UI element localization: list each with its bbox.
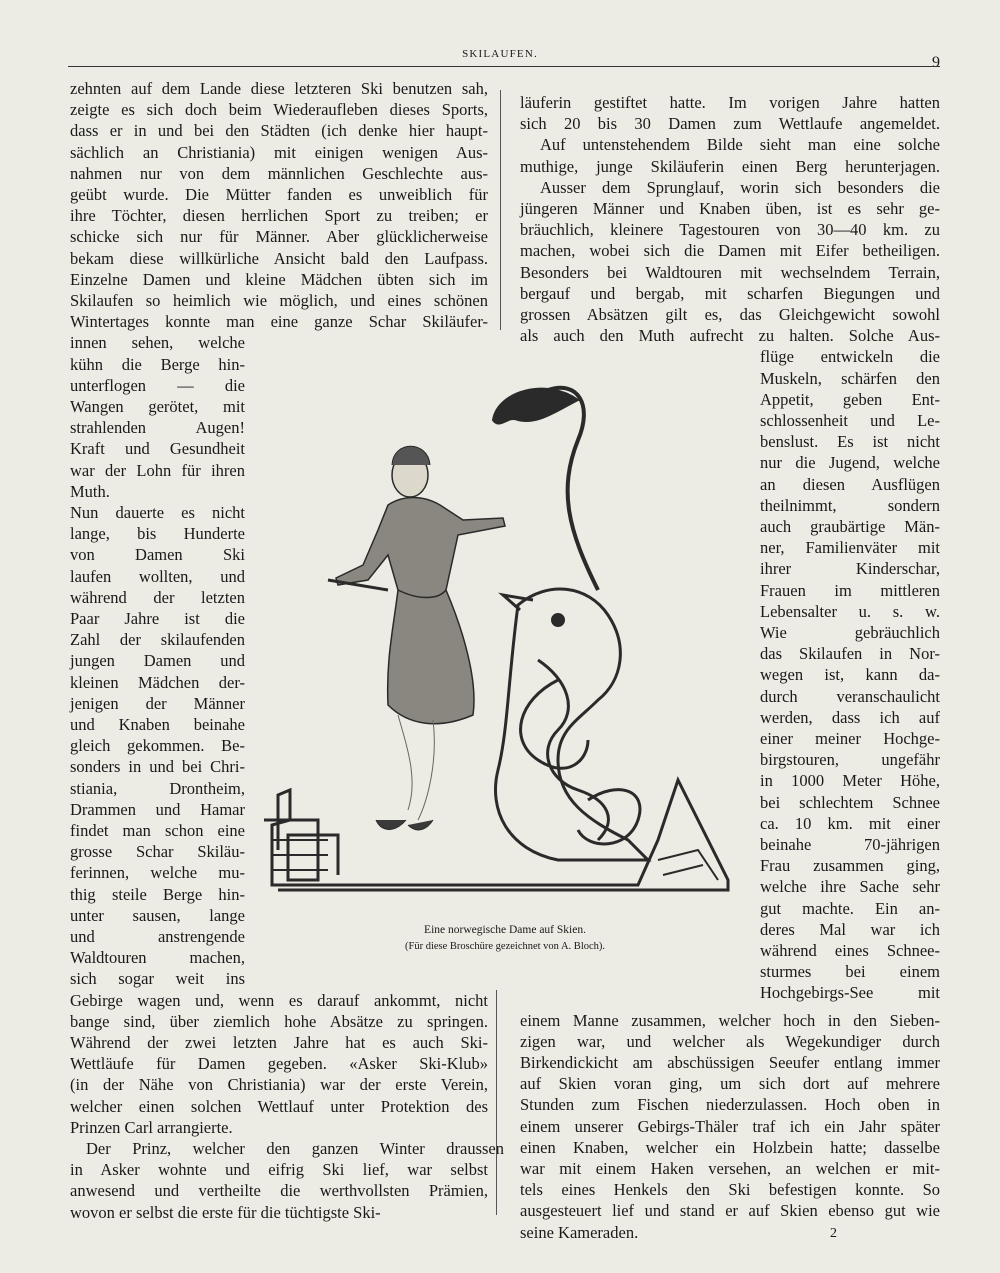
text-line: werden, dass ich auf: [760, 707, 940, 727]
text-line: in 1000 Meter Höhe,: [760, 771, 940, 791]
text-line: tels eines Henkels den Ski befestigen konnte. So: [520, 1180, 940, 1200]
text-line: Paar Jahre ist die: [70, 609, 245, 628]
text-line: während eines Schnee-: [760, 941, 940, 960]
skier-figure: [328, 446, 505, 830]
text-line: war der Lohn für ihren: [70, 460, 245, 480]
text-line: einem unserer Gebirgs-Thäler traf ich ein Jahr später: [520, 1116, 940, 1136]
text-line: Frau zusammen ging,: [760, 856, 940, 876]
text-line: jungen Damen und: [70, 651, 245, 671]
text-line: ner, Familienväter mit: [760, 538, 940, 558]
header-rule: [68, 66, 940, 67]
text-line: Nun dauerte es nicht: [70, 503, 245, 522]
text-line: seine Kameraden.: [520, 1222, 639, 1242]
text-line: kleinen Mädchen der-: [70, 672, 245, 692]
text-line: Zahl der skilaufenden: [70, 630, 245, 650]
text-line: Muth.: [70, 481, 110, 501]
text-line: unterflogen — die: [70, 375, 245, 395]
text-line: Wintertages konnte man eine ganze Schar Skiläufer-: [70, 312, 488, 332]
text-line: nahmen nur von dem männlichen Geschlechte aus-: [70, 163, 488, 183]
figure-caption: Eine norwegische Dame auf Skien.: [424, 924, 586, 936]
text-line: als auch den Muth aufrecht zu halten. Solche Aus-: [520, 326, 940, 346]
text-line: schicke sich nur für Männer. Aber glücklicherweise: [70, 227, 488, 247]
text-line: laufen wollten, und: [70, 566, 245, 586]
text-line: war mit einem Haken versehen, an welchen er mit-: [520, 1159, 940, 1178]
text-line: dass er in und bei den Städten (ich denke hier haupt-: [70, 121, 488, 141]
text-line: läuferin gestiftet hatte. Im vorigen Jahre hatten: [520, 93, 940, 112]
text-line: innen sehen, welche: [70, 333, 245, 353]
text-line: einer meiner Hochge-: [760, 729, 940, 748]
text-line: Während der zwei letzten Jahre hat es auch Ski-: [70, 1033, 488, 1052]
text-line: Frauen im mittleren: [760, 580, 940, 600]
ornament-dragon: [496, 589, 649, 860]
text-line: zigen war, und welcher als Wegekundiger durch: [520, 1031, 940, 1051]
ornament-frame: [272, 780, 728, 890]
text-line: strahlenden Augen!: [70, 418, 245, 438]
text-line: findet man schon eine: [70, 821, 245, 840]
text-line: Prinzen Carl arrangierte.: [70, 1117, 233, 1137]
skier-illustration: [258, 380, 738, 925]
text-line: einen Knaben, welcher ein Holzbein hatte; dasselbe: [520, 1137, 940, 1157]
text-line: Waldtouren machen,: [70, 948, 245, 968]
text-line: machen, wobei sich die Damen mit Eifer betheiligen.: [520, 241, 940, 261]
text-line: (in der Nähe von Christiania) war der erste Verein,: [70, 1075, 488, 1095]
text-line: Lebensalter u. s. w.: [760, 601, 940, 621]
text-line: Wangen gerötet, mit: [70, 397, 245, 416]
text-line: ca. 10 km. mit einer: [760, 813, 940, 833]
text-line: Ausser dem Sprunglauf, worin sich besonders die: [540, 177, 940, 197]
text-line: zeigte es sich doch beim Wiederaufleben dieses Sports,: [70, 100, 488, 120]
text-line: Der Prinz, welcher den ganzen Winter draussen: [86, 1139, 504, 1158]
text-line: zehnten auf dem Lande diese letzteren Ski benutzen sah,: [70, 79, 488, 98]
text-line: sächlich an Christiania) mit einigen wenigen Aus-: [70, 142, 488, 162]
page-header: [60, 44, 940, 74]
text-line: wegen ist, kann da-: [760, 665, 940, 685]
text-line: und anstrengende: [70, 927, 245, 946]
text-line: sich 20 bis 30 Damen zum Wettlaufe angemeldet.: [520, 114, 940, 134]
text-line: bekam diese willkürliche Ansicht bald den Laufpass.: [70, 248, 488, 268]
text-line: ihrer Kinderschar,: [760, 559, 940, 579]
text-line: muthige, junge Skiläuferin einen Berg herunterjagen.: [520, 156, 940, 176]
text-line: Appetit, geben Ent-: [760, 389, 940, 409]
text-line: ihre Töchter, diesen herrlichen Sport zu treiben; er: [70, 206, 488, 226]
text-line: auch graubärtige Män-: [760, 517, 940, 536]
text-line: bei schlechtem Schnee: [760, 792, 940, 812]
text-line: durch veranschaulicht: [760, 686, 940, 706]
text-line: Wie gebräuchlich: [760, 623, 940, 642]
text-line: nur die Jugend, welche: [760, 453, 940, 473]
column-divider-bottom: [496, 990, 497, 1215]
text-line: während der letzten: [70, 587, 245, 607]
text-line: und Knaben beinahe: [70, 715, 245, 734]
text-line: bange sind, über ziemlich hohe Absätze zu springen.: [70, 1011, 488, 1031]
text-line: welcher einen solchen Wettlauf unter Protektion des: [70, 1096, 488, 1116]
text-line: Muskeln, schärfen den: [760, 368, 940, 388]
text-line: Kraft und Gesundheit: [70, 439, 245, 459]
text-line: schlossenheit und Le-: [760, 411, 940, 430]
text-line: beinahe 70-jährigen: [760, 835, 940, 854]
text-line: jenigen der Männer: [70, 693, 245, 713]
text-line: das Skilaufen in Nor-: [760, 644, 940, 664]
text-line: stiania, Drontheim,: [70, 778, 245, 798]
text-line: ferinnen, welche mu-: [70, 863, 245, 883]
text-line: geübt wurde. Die Mütter fanden es unweiblich für: [70, 185, 488, 204]
running-head: SKILAUFEN.: [462, 48, 538, 60]
signature-mark: 2: [830, 1226, 837, 1241]
page-number: 9: [932, 54, 940, 71]
text-line: gleich gekommen. Be-: [70, 736, 245, 756]
text-line: grosse Schar Skiläu-: [70, 842, 245, 862]
text-line: sonders in und bei Chri-: [70, 757, 245, 777]
text-line: bergauf und bergab, mit scharfen Biegungen und: [520, 283, 940, 303]
figure-caption-credit: (Für diese Broschüre gezeichnet von A. Bloch).: [404, 941, 606, 952]
text-line: sturmes bei einem: [760, 962, 940, 982]
text-line: an diesen Ausflügen: [760, 474, 940, 494]
text-line: Hochgebirgs-See mit: [760, 983, 940, 1003]
text-line: auf Skien voran ging, um sich dort auf mehrere: [520, 1074, 940, 1094]
text-line: einem Manne zusammen, welcher hoch in den Sieben-: [520, 1010, 940, 1030]
text-line: gut machte. Ein an-: [760, 898, 940, 918]
text-line: thig steile Berge hin-: [70, 884, 245, 904]
text-line: wovon er selbst die erste für die tüchtigste Ski-: [70, 1202, 381, 1222]
column-divider-top: [500, 90, 501, 330]
ornament-staff: [548, 388, 598, 590]
text-line: lange, bis Hunderte: [70, 524, 245, 544]
text-line: Wettläufe für Damen gegeben. «Asker Ski-Klub»: [70, 1054, 488, 1074]
text-line: bräuchlich, kleinere Tagestouren von 30—40 km. zu: [520, 220, 940, 240]
text-line: theilnimmt, sondern: [760, 495, 940, 515]
text-line: in Asker wohnte und eifrig Ski lief, war selbst: [70, 1160, 488, 1180]
text-line: kühn die Berge hin-: [70, 354, 245, 374]
text-line: Birkendickicht am abschüssigen Seeufer entlang immer: [520, 1053, 940, 1072]
text-line: sich sogar weit ins: [70, 969, 245, 989]
text-line: anwesend und vertheilte die werthvollsten Prämien,: [70, 1181, 488, 1201]
text-line: Skilaufen so heimlich wie möglich, und eines schönen: [70, 291, 488, 310]
text-line: deres Mal war ich: [760, 919, 940, 939]
text-line: Besonders bei Waldtouren mit wechselndem Terrain,: [520, 262, 940, 282]
text-line: flüge entwickeln die: [760, 347, 940, 367]
text-line: Auf untenstehendem Bilde sieht man eine solche: [540, 135, 940, 155]
text-line: ausgesteuert lief und stand er auf Skien ebenso gut wie: [520, 1201, 940, 1221]
text-line: von Damen Ski: [70, 545, 245, 565]
text-line: jüngeren Männer und Knaben üben, ist es sehr ge-: [520, 199, 940, 218]
text-line: welche ihre Sache sehr: [760, 877, 940, 897]
text-line: grossen Absätzen gilt es, das Gleichgewicht sowohl: [520, 305, 940, 324]
text-line: unter sausen, lange: [70, 905, 245, 925]
text-line: Einzelne Damen und kleine Mädchen übten sich im: [70, 269, 488, 289]
text-line: Drammen und Hamar: [70, 799, 245, 819]
text-line: Stunden zum Fischen niederzulassen. Hoch oben in: [520, 1095, 940, 1115]
text-line: Gebirge wagen und, wenn es darauf ankommt, nicht: [70, 990, 488, 1010]
text-line: birgstouren, ungefähr: [760, 750, 940, 770]
text-line: benslust. Es ist nicht: [760, 432, 940, 452]
